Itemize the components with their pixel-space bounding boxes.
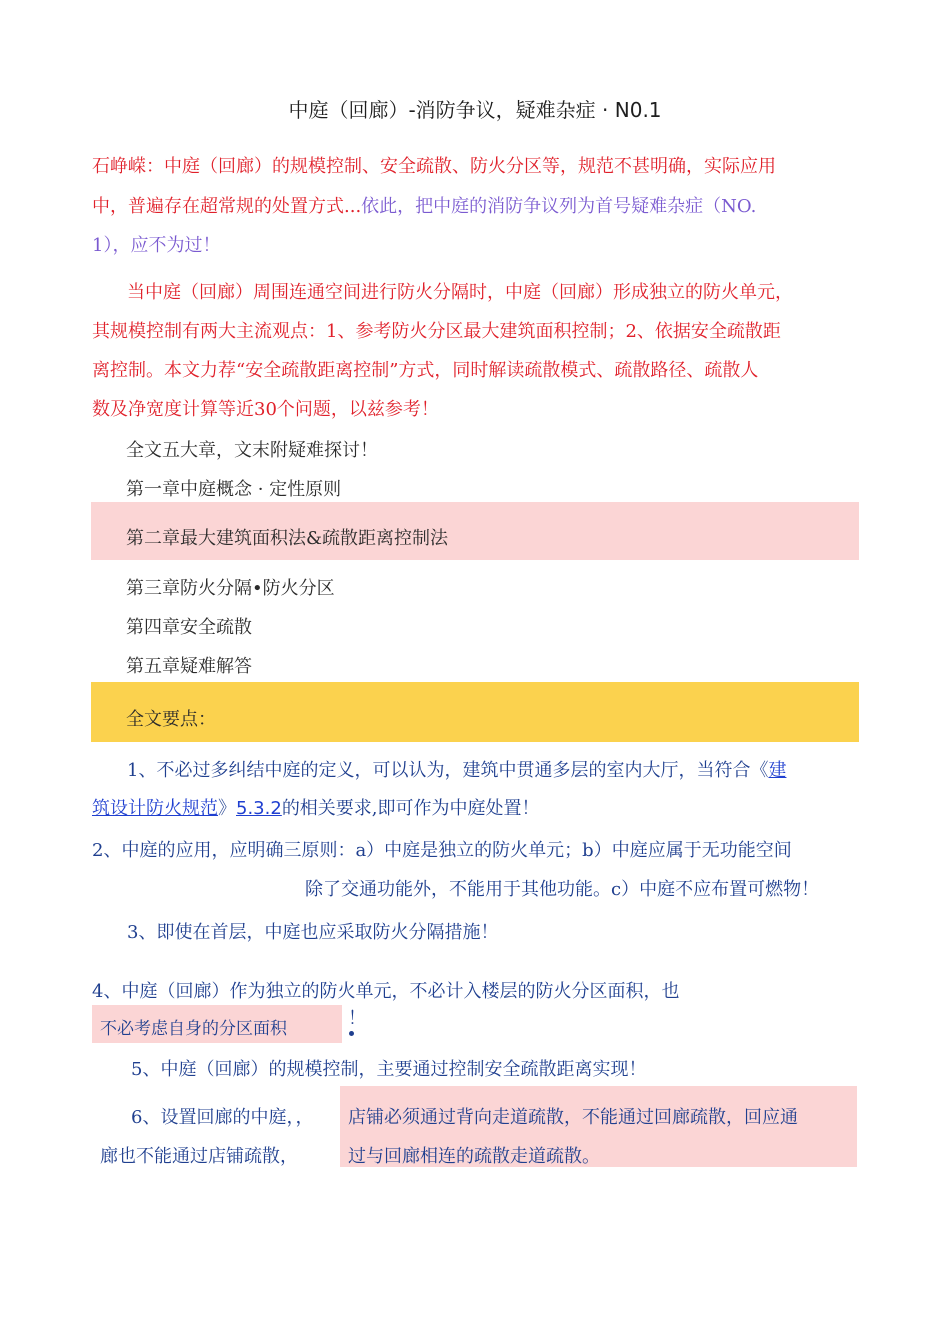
point-1-line-2 bbox=[92, 794, 540, 820]
point-4-tail: ！ bbox=[348, 1008, 366, 1029]
clause-link[interactable]: 5.3.2 bbox=[236, 798, 282, 819]
point-1-line-1 bbox=[127, 756, 786, 782]
point-6-box-line-2: 过与回廊相连的疏散走道疏散。 bbox=[348, 1146, 600, 1167]
point-3: 3、即使在首层，中庭也应采取防火分隔措施！ bbox=[127, 922, 499, 943]
intro-line-2 bbox=[92, 192, 756, 218]
point-6-left-line-1: 6、设置回廊的中庭，， bbox=[131, 1107, 314, 1128]
code-link-part-1[interactable]: 建 bbox=[768, 760, 787, 781]
point-1-bracket: 》 bbox=[218, 798, 236, 819]
keypoints-heading: 全文要点： bbox=[126, 709, 216, 730]
summary-line-3: 离控制。本文力荐“安全疏散距离控制”方式，同时解读疏散模式、疏散路径、疏散人 bbox=[92, 360, 759, 381]
point-5: 5、中庭（回廊）的规模控制，主要通过控制安全疏散距离实现！ bbox=[131, 1059, 647, 1080]
point-6-box-line-1: 店铺必须通过背向走道疏散，不能通过回廊疏散，回应通 bbox=[348, 1107, 798, 1128]
intro-line-1: 石峥嵘：中庭（回廊）的规模控制、安全疏散、防火分区等，规范不甚明确，实际应用 bbox=[92, 156, 776, 177]
toc-chapter-4: 第四章安全疏散 bbox=[126, 617, 252, 638]
point-1-text: 1、不必过多纠结中庭的定义，可以认为，建筑中贯通多层的室内大厅，当符合《 bbox=[127, 760, 769, 781]
toc-intro: 全文五大章，文末附疑难探讨！ bbox=[126, 440, 378, 461]
intro-line-3: 1），应不为过！ bbox=[92, 235, 221, 256]
toc-chapter-5: 第五章疑难解答 bbox=[126, 656, 252, 677]
summary-line-2: 其规模控制有两大主流观点：1、参考防火分区最大建筑面积控制；2、依据安全疏散距 bbox=[92, 321, 781, 342]
point-6-left-line-2: 廊也不能通过店铺疏散， bbox=[100, 1146, 298, 1167]
point-2-line-1: 2、中庭的应用，应明确三原则：a）中庭是独立的防火单元；b）中庭应属于无功能空间 bbox=[92, 840, 792, 861]
intro-line-2-red: 中，普遍存在超常规的处置方式... bbox=[92, 196, 362, 217]
point-4-box-text: 不必考虑自身的分区面积 bbox=[100, 1019, 287, 1039]
summary-line-4: 数及净宽度计算等近30个问题，以兹参考！ bbox=[92, 399, 439, 420]
page-title: 中庭（回廊）-消防争议，疑难杂症 · N0.1 bbox=[288, 98, 662, 122]
bullet-dot bbox=[349, 1031, 354, 1036]
toc-chapter-2: 第二章最大建筑面积法&疏散距离控制法 bbox=[126, 528, 449, 549]
code-link-part-2[interactable]: 筑设计防火规范 bbox=[92, 798, 218, 819]
intro-line-2-purple: 依此，把中庭的消防争议列为首号疑难杂症（NO. bbox=[361, 196, 757, 217]
point-1-tail: 的相关要求,即可作为中庭处置！ bbox=[281, 798, 540, 819]
point-2-line-2: 除了交通功能外，不能用于其他功能。c）中庭不应布置可燃物！ bbox=[305, 879, 820, 900]
point-4-line-1: 4、中庭（回廊）作为独立的防火单元，不必计入楼层的防火分区面积，也 bbox=[92, 981, 680, 1002]
toc-chapter-1: 第一章中庭概念 · 定性原则 bbox=[126, 479, 342, 500]
toc-chapter-3: 第三章防火分隔•防火分区 bbox=[126, 578, 335, 599]
summary-line-1: 当中庭（回廊）周围连通空间进行防火分隔时，中庭（回廊）形成独立的防火单元， bbox=[127, 282, 793, 303]
